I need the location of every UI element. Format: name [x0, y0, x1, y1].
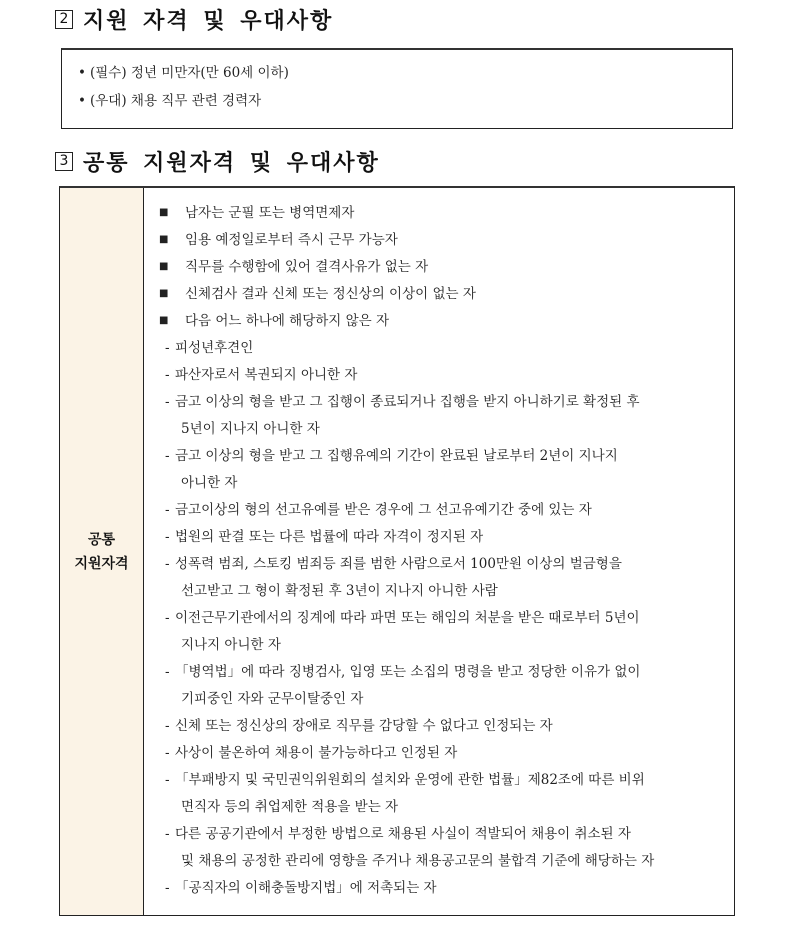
- list-item: [157, 499, 654, 526]
- qualification-lines: [157, 202, 654, 904]
- list-item-text: 금고 이상의 형을 받고 그 집행이 종료되거나 집행을 받지 아니하기로 확정된 후: [175, 394, 640, 410]
- list-item-text: 이전근무기관에서의 징계에 따라 파면 또는 해임의 처분을 받은 때로부터 5년이: [175, 610, 640, 626]
- list-item: [157, 202, 654, 229]
- list-item-text: 신체 또는 정신상의 장애로 직무를 감당할 수 없다고 인정되는 자: [175, 718, 553, 734]
- common-qualification-table: [59, 186, 735, 916]
- list-item: [157, 607, 654, 634]
- qualification-box: [61, 48, 733, 129]
- list-item-text: 아니한 자: [181, 475, 238, 491]
- dash-bullet-icon: -: [165, 529, 170, 545]
- list-item-continuation: [157, 418, 654, 445]
- list-item-text: 기피중인 자와 군무이탈중인 자: [181, 691, 364, 707]
- list-item-text: 다음 어느 하나에 해당하지 않은 자: [185, 313, 390, 329]
- square-bullet-icon: ■: [159, 207, 169, 218]
- list-item-continuation: [157, 472, 654, 499]
- list-item-text: 사상이 불온하여 채용이 불가능하다고 인정된 자: [175, 745, 458, 761]
- list-item-continuation: [157, 580, 654, 607]
- square-bullet-icon: ■: [159, 261, 169, 272]
- dash-bullet-icon: -: [165, 340, 170, 356]
- list-item-text: 직무를 수행함에 있어 결격사유가 없는 자: [185, 259, 429, 275]
- list-item-text: 피성년후견인: [175, 340, 254, 356]
- list-item-text: 다른 공공기관에서 부정한 방법으로 채용된 사실이 적발되어 채용이 취소된 자: [175, 826, 631, 842]
- dash-bullet-icon: -: [165, 826, 170, 842]
- qualification-list: [78, 63, 289, 119]
- square-bullet-icon: ■: [159, 234, 169, 245]
- list-item: [157, 391, 654, 418]
- bullet-icon: •: [78, 65, 86, 81]
- list-item: [157, 283, 654, 310]
- list-item-text: 신체검사 결과 신체 또는 정신상의 이상이 없는 자: [185, 286, 476, 302]
- dash-bullet-icon: -: [165, 502, 170, 518]
- section-number-box: 3: [55, 152, 73, 171]
- dash-bullet-icon: -: [165, 880, 170, 896]
- list-item-text: (필수) 정년 미만자(만 60세 이하): [90, 65, 289, 81]
- list-item-text: 임용 예정일로부터 즉시 근무 가능자: [185, 232, 398, 248]
- content-cell: [144, 188, 734, 915]
- list-item-text: 선고받고 그 형이 확정된 후 3년이 지나지 아니한 사람: [181, 583, 498, 599]
- list-item-text: 파산자로서 복권되지 아니한 자: [175, 367, 358, 383]
- section-number-box: 2: [55, 10, 73, 29]
- list-item: [157, 742, 654, 769]
- dash-bullet-icon: -: [165, 745, 170, 761]
- list-item-text: 면직자 등의 취업제한 적용을 받는 자: [181, 799, 399, 815]
- dash-bullet-icon: -: [165, 610, 170, 626]
- list-item-text: 법원의 판결 또는 다른 법률에 따라 자격이 정지된 자: [175, 529, 484, 545]
- list-item-text: 성폭력 범죄, 스토킹 범죄등 죄를 범한 사람으로서 100만원 이상의 벌금형을: [175, 556, 622, 572]
- dash-bullet-icon: -: [165, 664, 170, 680]
- list-item-continuation: [157, 688, 654, 715]
- list-item: [157, 256, 654, 283]
- list-item: [157, 769, 654, 796]
- list-item: [157, 553, 654, 580]
- square-bullet-icon: ■: [159, 315, 169, 326]
- list-item: [157, 310, 654, 337]
- row-label-line2: 지원자격: [74, 555, 129, 572]
- dash-bullet-icon: -: [165, 772, 170, 788]
- list-item: [78, 63, 289, 91]
- list-item-text: 「병역법」에 따라 징병검사, 입영 또는 소집의 명령을 받고 정당한 이유가 없이: [175, 664, 641, 680]
- list-item-text: (우대) 채용 직무 관련 경력자: [90, 93, 262, 109]
- list-item-text: 및 채용의 공정한 관리에 영향을 주거나 채용공고문의 불합격 기준에 해당하는 자: [181, 853, 655, 869]
- section-2-heading: [55, 4, 333, 35]
- list-item: [157, 229, 654, 256]
- list-item-continuation: [157, 850, 654, 877]
- list-item-text: 금고 이상의 형을 받고 그 집행유예의 기간이 완료된 날로부터 2년이 지나지: [175, 448, 618, 464]
- list-item-text: 5년이 지나지 아니한 자: [181, 421, 320, 437]
- list-item-text: 지나지 아니한 자: [181, 637, 281, 653]
- dash-bullet-icon: -: [165, 394, 170, 410]
- list-item-continuation: [157, 634, 654, 661]
- dash-bullet-icon: -: [165, 367, 170, 383]
- dash-bullet-icon: -: [165, 556, 170, 572]
- list-item: [157, 364, 654, 391]
- dash-bullet-icon: -: [165, 718, 170, 734]
- section-3-heading: [55, 146, 380, 177]
- list-item-continuation: [157, 796, 654, 823]
- list-item: [157, 823, 654, 850]
- row-label-cell: [60, 188, 144, 915]
- row-label-line1: 공통: [87, 531, 116, 548]
- bullet-icon: •: [78, 93, 86, 109]
- section-3-title: 공통 지원자격 및 우대사항: [83, 151, 380, 176]
- list-item-text: 「부패방지 및 국민권익위원회의 설치와 운영에 관한 법률」제82조에 따른 비위: [175, 772, 645, 788]
- dash-bullet-icon: -: [165, 448, 170, 464]
- list-item: [157, 526, 654, 553]
- list-item: [157, 661, 654, 688]
- list-item: [157, 877, 654, 904]
- list-item: [157, 715, 654, 742]
- square-bullet-icon: ■: [159, 288, 169, 299]
- section-2-title: 지원 자격 및 우대사항: [83, 9, 334, 34]
- list-item: [157, 337, 654, 364]
- list-item-text: 금고이상의 형의 선고유예를 받은 경우에 그 선고유예기간 중에 있는 자: [175, 502, 592, 518]
- list-item: [78, 91, 289, 119]
- list-item-text: 남자는 군필 또는 병역면제자: [185, 205, 355, 221]
- list-item: [157, 445, 654, 472]
- list-item-text: 「공직자의 이해충돌방지법」에 저촉되는 자: [175, 880, 437, 896]
